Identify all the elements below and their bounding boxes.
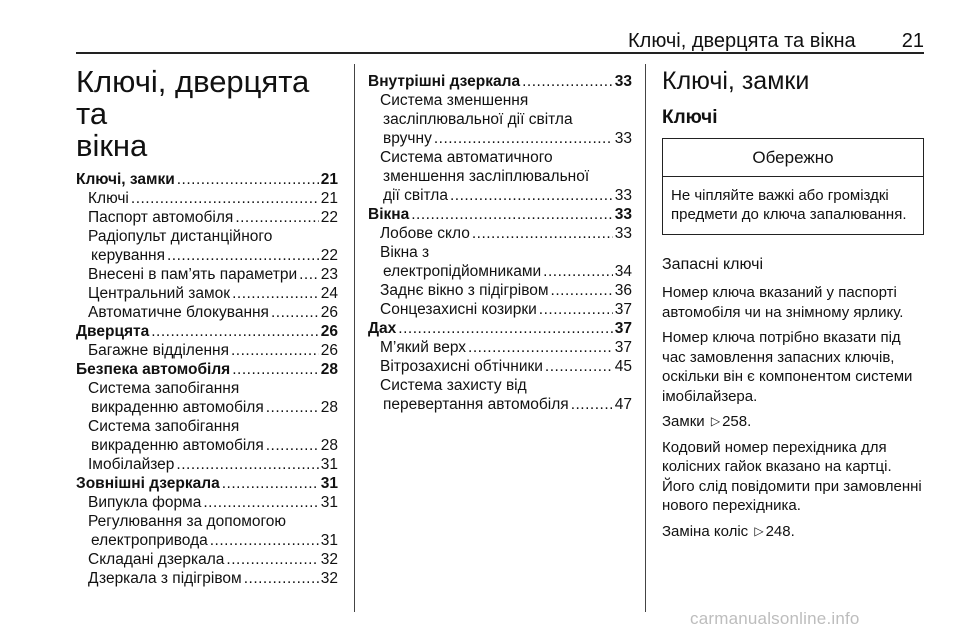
- reference-page[interactable]: 258.: [722, 413, 752, 430]
- toc-page-number: 34: [614, 263, 632, 280]
- chapter-title-line: Ключі, дверцята та: [76, 64, 310, 131]
- toc-leader-dots: [176, 455, 318, 474]
- toc-leader-dots: [545, 357, 613, 376]
- paragraph-with-reference: [662, 412, 928, 432]
- toc-section-entry[interactable]: [76, 170, 338, 189]
- toc-section-entry[interactable]: [76, 474, 338, 493]
- toc-page-number: 28: [320, 437, 338, 454]
- toc-page-number: 22: [320, 247, 338, 264]
- toc-entry-label: М’який верх: [380, 339, 467, 356]
- toc-entry-label: Внесені в пам’ять параметри: [88, 266, 298, 283]
- toc-entry[interactable]: [76, 531, 338, 550]
- toc-entry[interactable]: [76, 208, 338, 227]
- toc-leader-dots: [266, 436, 319, 455]
- toc-leader-dots: [551, 281, 613, 300]
- toc-entry-label: Внутрішні дзеркала: [368, 73, 521, 90]
- toc-page-number: 33: [614, 73, 632, 90]
- header-rule: [76, 52, 924, 54]
- toc-entry[interactable]: [368, 281, 632, 300]
- toc-page-number: 36: [614, 282, 632, 299]
- toc-entry[interactable]: [368, 262, 632, 281]
- toc-leader-dots: [177, 170, 319, 189]
- toc-leader-dots: [543, 262, 613, 281]
- toc-page-number: 32: [320, 570, 338, 587]
- toc-page-number: 47: [614, 396, 632, 413]
- toc-entry-label: електропривода: [91, 532, 208, 549]
- toc-leader-dots: [203, 493, 318, 512]
- toc-entry[interactable]: [76, 284, 338, 303]
- toc-leader-dots: [232, 360, 319, 379]
- toc-leader-dots: [235, 208, 318, 227]
- toc-entry-label: Система запобігання: [88, 380, 240, 397]
- toc-page-number: 21: [320, 190, 338, 207]
- toc-leader-dots: [468, 338, 613, 357]
- toc-entry[interactable]: [76, 246, 338, 265]
- toc-page-number: 22: [320, 209, 338, 226]
- toc-entry[interactable]: [76, 455, 338, 474]
- toc-leader-dots: [167, 246, 319, 265]
- toc-entry[interactable]: [76, 436, 338, 455]
- toc-leader-dots: [244, 569, 319, 588]
- content-column: [662, 66, 928, 541]
- toc-page-number: 33: [614, 130, 632, 147]
- toc-page-number: 24: [320, 285, 338, 302]
- toc-leader-dots: [222, 474, 319, 493]
- toc-page-number: 31: [320, 475, 338, 492]
- running-header: [628, 28, 924, 54]
- paragraph: Номер ключа потрібно вказати під час замовлення запасних ключів, оскільки він є компонентом системи імобілайзера.: [662, 329, 913, 405]
- toc-entry-label: Система зменшення: [380, 92, 529, 109]
- reference-page[interactable]: 248.: [765, 522, 795, 540]
- toc-entry-label: Паспорт автомобіля: [88, 209, 234, 226]
- toc-entry[interactable]: [368, 224, 632, 243]
- toc-section-entry[interactable]: [368, 319, 632, 338]
- table-of-contents-middle: [368, 72, 632, 414]
- toc-leader-dots: [411, 205, 613, 224]
- toc-leader-dots: [231, 341, 319, 360]
- toc-page-number: 37: [614, 339, 632, 356]
- toc-entry-label: Випукла форма: [88, 494, 202, 511]
- toc-leader-dots: [210, 531, 319, 550]
- toc-entry-label: Система захисту від: [380, 377, 527, 394]
- column-divider: [354, 64, 355, 612]
- toc-entry-label: Регулювання за допомогою: [88, 513, 287, 530]
- toc-entry-label: Ключі, замки: [76, 171, 175, 188]
- toc-entry[interactable]: [76, 569, 338, 588]
- toc-leader-dots: [434, 129, 613, 148]
- warning-box: [662, 138, 924, 235]
- toc-leader-dots: [522, 72, 613, 91]
- toc-entry-label: Безпека автомобіля: [76, 361, 231, 378]
- toc-entry[interactable]: [76, 493, 338, 512]
- page-reference-arrow-icon: ▷: [710, 414, 721, 428]
- toc-page-number: 33: [614, 206, 632, 223]
- toc-leader-dots: [232, 284, 319, 303]
- toc-page-number: 23: [320, 266, 338, 283]
- toc-leader-dots: [450, 186, 613, 205]
- toc-entry-label: Вікна з: [380, 244, 430, 261]
- section-title: Ключі, замки: [662, 67, 810, 95]
- page-number: 21: [901, 29, 924, 52]
- toc-entry[interactable]: [76, 341, 338, 360]
- toc-leader-dots: [299, 265, 319, 284]
- toc-page-number: 45: [614, 358, 632, 375]
- toc-entry-label: Багажне відділення: [88, 342, 229, 359]
- toc-entry-label: керування: [91, 247, 165, 264]
- toc-entry-label: перевертання автомобіля: [383, 396, 569, 413]
- toc-leader-dots: [226, 550, 318, 569]
- warning-title: Обережно: [663, 139, 923, 177]
- toc-entry-label: Вікна: [368, 206, 410, 223]
- toc-entry-label: зменшення засліплювальної: [383, 168, 590, 185]
- toc-page-number: 33: [614, 225, 632, 242]
- toc-entry[interactable]: [368, 186, 632, 205]
- toc-entry[interactable]: [368, 300, 632, 319]
- toc-entry-label: Імобілайзер: [88, 456, 175, 473]
- toc-entry-label: Ключі: [88, 190, 129, 207]
- toc-leader-dots: [398, 319, 612, 338]
- running-title: Ключі, дверцята та вікна: [628, 29, 856, 52]
- toc-page-number: 28: [320, 361, 338, 378]
- toc-entry-label: Автоматичне блокування: [88, 304, 269, 321]
- toc-entry-label: електропідйомниками: [383, 263, 542, 280]
- toc-page-number: 31: [320, 532, 338, 549]
- toc-entry-label: Дзеркала з підігрівом: [88, 570, 242, 587]
- chapter-title: [76, 66, 346, 162]
- toc-entry-label: Система запобігання: [88, 418, 240, 435]
- toc-page-number: 37: [614, 320, 632, 337]
- column-divider: [645, 64, 646, 612]
- toc-entry-label: вручну: [383, 130, 432, 147]
- paragraph: Номер ключа вказаний у паспорті автомобіля чи на знімному ярлику.: [662, 284, 904, 321]
- toc-page-number: 33: [614, 187, 632, 204]
- toc-entry-label: викраденню автомобіля: [91, 437, 264, 454]
- warning-text: Не чіпляйте важкі або громіздкі предмети до ключа запалювання.: [671, 187, 907, 223]
- toc-entry[interactable]: [76, 550, 338, 569]
- toc-entry-label: Дах: [368, 320, 397, 337]
- reference-text: Замки: [662, 413, 705, 430]
- page-reference-arrow-icon: ▷: [754, 523, 764, 538]
- toc-section-entry[interactable]: [368, 205, 632, 224]
- table-of-contents-left: [76, 170, 338, 588]
- toc-page-number: 37: [614, 301, 632, 318]
- toc-page-number: 21: [320, 171, 338, 188]
- toc-page-number: 28: [320, 399, 338, 416]
- toc-leader-dots: [271, 303, 319, 322]
- toc-entry-label: дії світла: [383, 187, 448, 204]
- spare-keys-heading: Запасні ключі: [662, 256, 764, 273]
- paragraph: Кодовий номер перехідника для колісних гайок вказано на картці. Його слід повідомити при замовленні нового перехідника.: [662, 438, 922, 514]
- toc-entry[interactable]: [76, 265, 338, 284]
- toc-entry[interactable]: [368, 129, 632, 148]
- toc-entry-label: Сонцезахисні козирки: [380, 301, 537, 318]
- toc-entry-label: Заднє вікно з підігрівом: [380, 282, 549, 299]
- toc-entry[interactable]: [76, 189, 338, 208]
- paragraph-with-reference: [662, 522, 928, 542]
- subsection-title: Ключі: [662, 107, 718, 128]
- toc-leader-dots: [151, 322, 319, 341]
- toc-leader-dots: [266, 398, 319, 417]
- toc-entry[interactable]: [76, 303, 338, 322]
- toc-entry-label: Система автоматичного: [380, 149, 553, 166]
- toc-entry-label: Складані дзеркала: [88, 551, 225, 568]
- toc-page-number: 26: [320, 304, 338, 321]
- reference-text: Заміна коліс: [662, 522, 749, 540]
- toc-leader-dots: [472, 224, 613, 243]
- toc-entry[interactable]: [368, 357, 632, 376]
- toc-section-entry[interactable]: [76, 322, 338, 341]
- toc-page-number: 26: [320, 342, 338, 359]
- toc-leader-dots: [571, 395, 613, 414]
- watermark: carmanualsonline.info: [690, 609, 860, 628]
- toc-page-number: 26: [320, 323, 338, 340]
- toc-entry-label: Зовнішні дзеркала: [76, 475, 220, 492]
- toc-entry-label: Лобове скло: [380, 225, 470, 242]
- toc-page-number: 31: [320, 456, 338, 473]
- toc-page-number: 31: [320, 494, 338, 511]
- toc-entry-label: Центральний замок: [88, 285, 231, 302]
- toc-entry-label: Дверцята: [76, 323, 150, 340]
- chapter-title-line: вікна: [76, 128, 148, 163]
- toc-entry[interactable]: [368, 338, 632, 357]
- toc-page-number: 32: [320, 551, 338, 568]
- toc-section-entry[interactable]: [76, 360, 338, 379]
- toc-entry-label: викраденню автомобіля: [91, 399, 264, 416]
- toc-leader-dots: [539, 300, 613, 319]
- toc-entry-label: Вітрозахисні обтічники: [380, 358, 543, 375]
- toc-entry-label: Радіопульт дистанційного: [88, 228, 273, 245]
- toc-leader-dots: [131, 189, 319, 208]
- toc-entry[interactable]: [76, 398, 338, 417]
- toc-section-entry[interactable]: [368, 72, 632, 91]
- toc-entry-label: засліплювальної дії світла: [383, 111, 573, 128]
- toc-entry[interactable]: [368, 395, 632, 414]
